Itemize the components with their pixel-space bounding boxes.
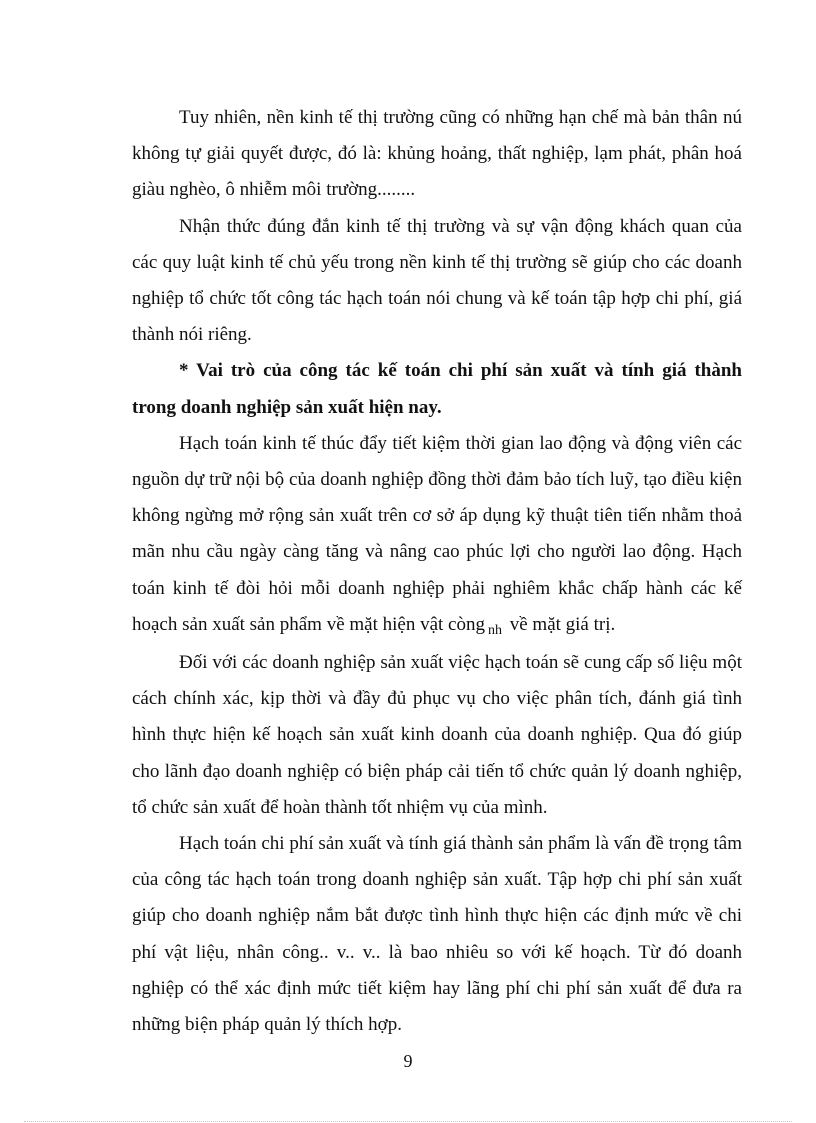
page-number: 9 xyxy=(403,1051,413,1071)
paragraph-4: Đối với các doanh nghiệp sản xuất việc hạch toán sẽ cung cấp số liệu một cách chính xác, kịp thời và đầy đủ phục vụ cho việc phân tích, đánh giá tình hình thực hiện kế hoạch sản xuất kinh doanh của doanh nghiệp. Qua đó giúp cho lãnh đạo doanh nghiệp có biện pháp cải tiến tổ chức quản lý doanh nghiệp, tổ chức sản xuất để hoàn thành tốt nhiệm vụ của mình. xyxy=(132,652,742,818)
paragraph-3-subscript: nh xyxy=(487,622,502,638)
paragraph-3-tail: về mặt giá trị. xyxy=(509,613,616,635)
body-text xyxy=(132,100,742,1043)
paragraph-5: Hạch toán chi phí sản xuất và tính giá thành sản phẩm là vấn đề trọng tâm của công tác hạch toán trong doanh nghiệp sản xuất. Tập hợp chi phí sản xuất giúp cho doanh nghiệp nắm bắt được tình hình thực hiện các định mức về chi phí vật liệu, nhân công.. v.. v.. là bao nhiêu so với kế hoạch. Từ đó doanh nghiệp có thể xác định mức tiết kiệm hay lãng phí chi phí sản xuất để đưa ra những biện pháp quản lý thích hợp. xyxy=(132,833,742,1036)
section-heading: * Vai trò của công tác kế toán chi phí sản xuất và tính giá thành trong doanh nghiệp sản xuất hiện nay. xyxy=(132,360,742,418)
paragraph-2: Nhận thức đúng đắn kinh tế thị trường và sự vận động khách quan của các quy luật kinh tế chủ yếu trong nền kinh tế thị trường sẽ giúp cho các doanh nghiệp tổ chức tốt công tác hạch toán nói chung và kế toán tập hợp chi phí, giá thành nói riêng. xyxy=(132,215,742,346)
paragraph-3 xyxy=(132,426,742,645)
paragraph-1: Tuy nhiên, nền kinh tế thị trường cũng có những hạn chế mà bản thân nú không tự giải quyết được, đó là: khủng hoảng, thất nghiệp, lạm phát, phân hoá giàu nghèo, ô nhiễm môi trường........ xyxy=(132,107,742,201)
paragraph-3-text: Hạch toán kinh tế thúc đẩy tiết kiệm thời gian lao động và động viên các nguồn dự trữ nội bộ của doanh nghiệp đồng thời đảm bảo tích luỹ, tạo điều kiện không ngừng mở rộng sản xuất trên cơ sở áp dụng kỹ thuật tiên tiến nhằm thoả mãn nhu cầu ngày càng tăng và nâng cao phúc lợi cho người lao động. Hạch toán kinh tế đòi hỏi mỗi doanh nghiệp phải nghiêm khắc chấp hành các kế hoạch sản xuất sản phẩm về mặt hiện vật còng xyxy=(132,432,742,635)
footer-divider xyxy=(24,1121,792,1122)
